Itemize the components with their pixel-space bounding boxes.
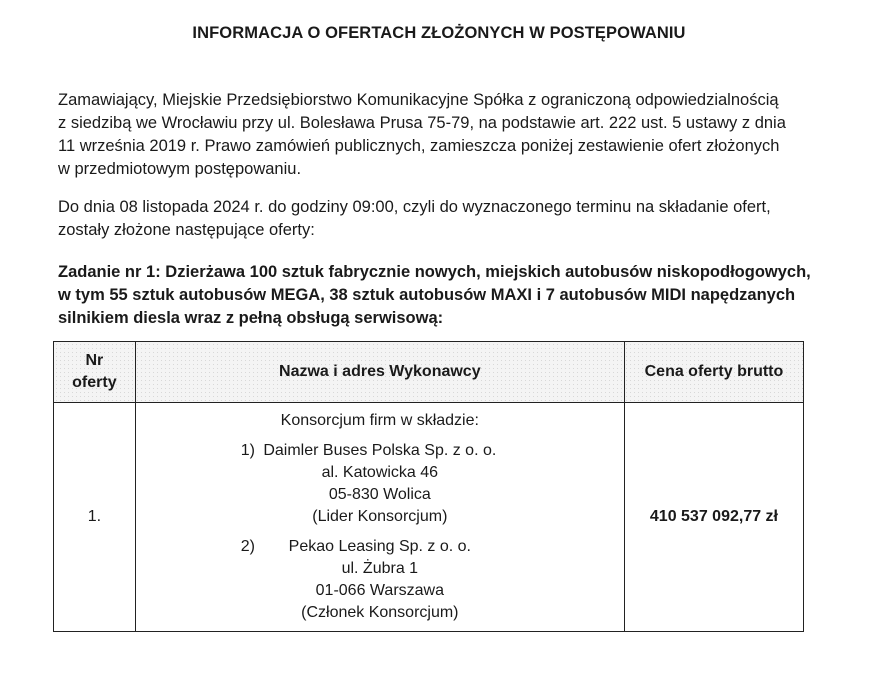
header-nr-line2: oferty — [72, 374, 117, 391]
document-title: INFORMACJA O OFERTACH ZŁOŻONYCH W POSTĘPOWANIU — [192, 24, 686, 42]
intro-paragraph: Zamawiający, Miejskie Przedsiębiorstwo Komunikacyjne Spółka z ograniczoną odpowiedzialnością z siedzibą we Wrocławiu przy ul. Bolesława Prusa 75-79, na podstawie art. 222 ust. 5 ustawy z dnia 11 września 2019 r. Prawo zamówień publicznych, zamieszcza poniżej zestawienie ofert złożonych w przedmiotowym postępowaniu. — [58, 91, 786, 178]
consortium-member — [136, 536, 624, 624]
task-description: Zadanie nr 1: Dzierżawa 100 sztuk fabrycznie nowych, miejskich autobusów niskopodłogowych, w tym 55 sztuk autobusów MEGA, 38 sztuk autobusów MAXI i 7 autobusów MIDI napędzanych silnikiem diesla wraz z pełną obsługą serwisową: — [58, 263, 811, 327]
member-city: 05-830 Wolica — [328, 486, 431, 503]
member-role: (Członek Konsorcjum) — [301, 604, 459, 621]
header-nr-line1: Nr — [85, 352, 104, 369]
header-price: Cena oferty brutto — [624, 342, 803, 403]
member-name: Pekao Leasing Sp. z o. o. — [288, 538, 471, 555]
member-street: ul. Żubra 1 — [341, 560, 419, 577]
consortium-heading: Konsorcjum firm w składzie: — [280, 412, 479, 429]
member-city: 01-066 Warszawa — [315, 582, 444, 599]
contractor-cell — [135, 403, 624, 632]
member-number: 2) — [240, 538, 255, 555]
offer-price: 410 537 092,77 zł — [624, 403, 803, 632]
offers-table — [53, 341, 804, 632]
table-header-row — [54, 342, 804, 403]
header-contractor: Nazwa i adres Wykonawcy — [135, 342, 624, 403]
member-number: 1) — [240, 442, 255, 459]
consortium-member — [136, 440, 624, 528]
offer-number: 1. — [54, 403, 136, 632]
member-role: (Lider Konsorcjum) — [312, 508, 448, 525]
header-offer-number — [54, 342, 136, 403]
table-row — [54, 403, 804, 632]
deadline-paragraph: Do dnia 08 listopada 2024 r. do godziny 09:00, czyli do wyznaczonego terminu na składanie ofert, zostały złożone następujące oferty: — [58, 198, 771, 239]
member-name: Daimler Buses Polska Sp. z o. o. — [263, 442, 497, 459]
member-street: al. Katowicka 46 — [321, 464, 439, 481]
